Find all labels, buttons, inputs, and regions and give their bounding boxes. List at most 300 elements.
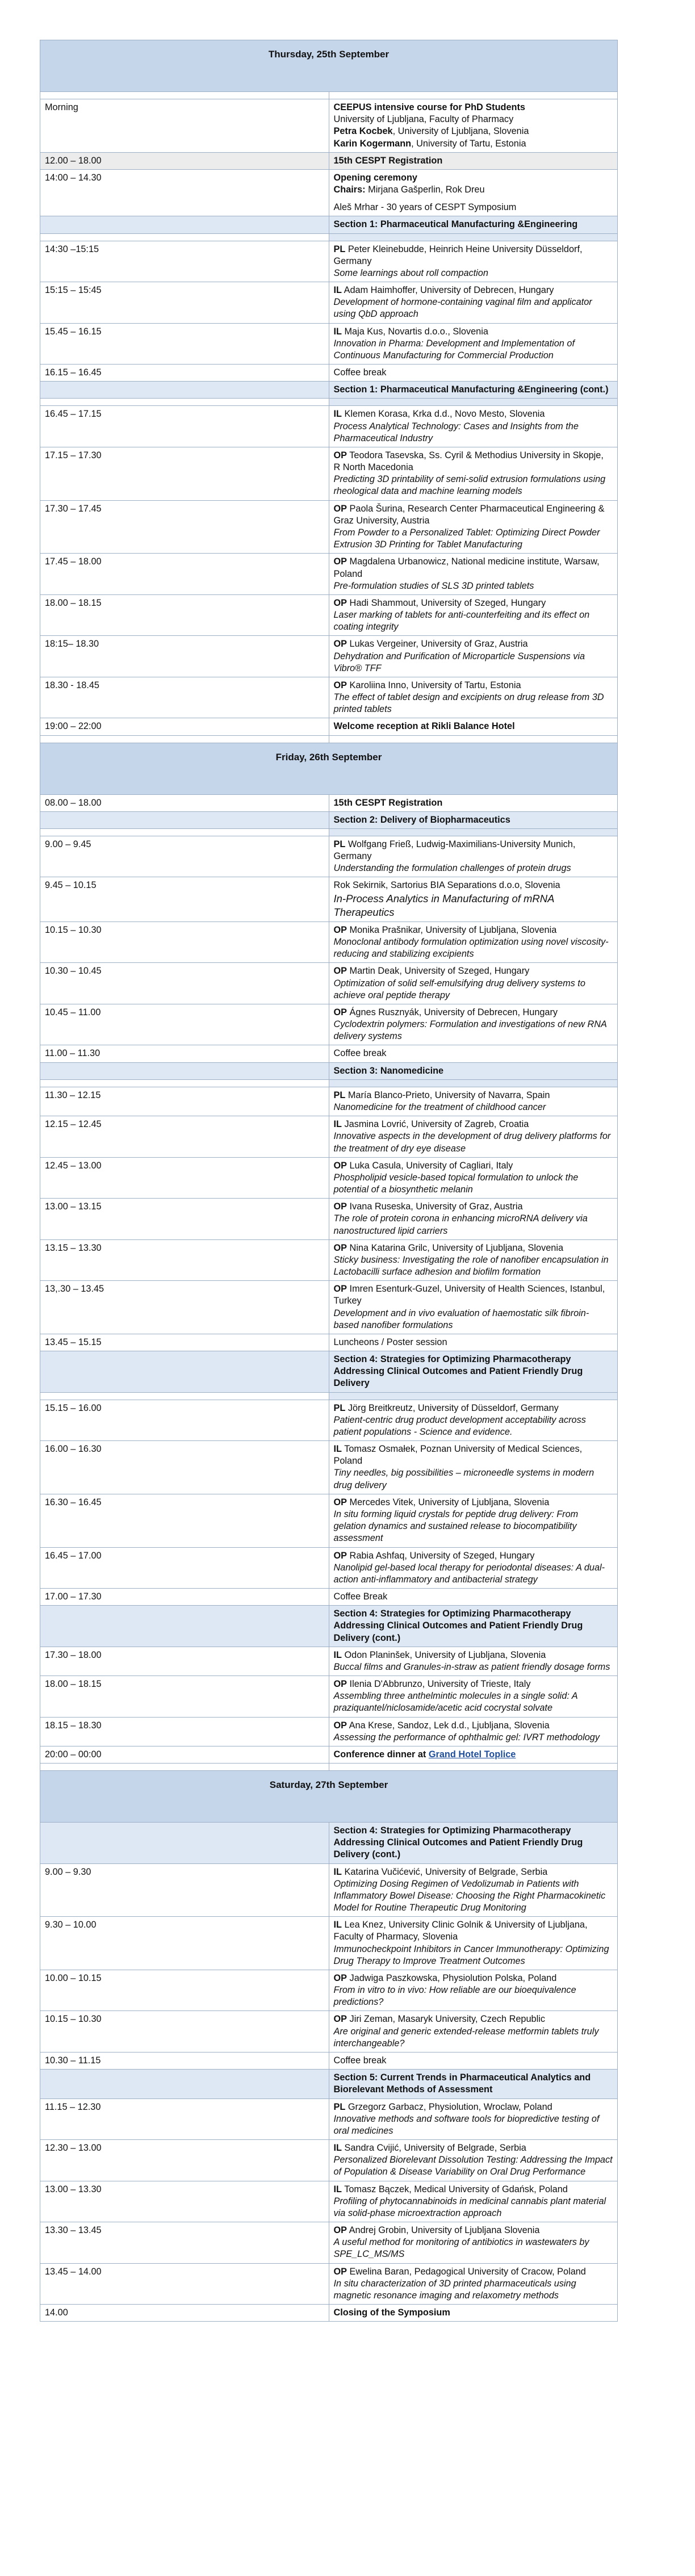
session-time: 14:00 – 14.30 bbox=[40, 169, 329, 216]
content-line bbox=[334, 2101, 613, 2113]
spacer-cell bbox=[329, 399, 618, 406]
content-line bbox=[334, 155, 613, 167]
session-time: 15.45 – 16.15 bbox=[40, 323, 329, 365]
content-line bbox=[334, 2278, 613, 2302]
speaker-info: Coffee break bbox=[333, 2055, 387, 2066]
session-content bbox=[329, 2011, 618, 2053]
session-time: 10.30 – 11.15 bbox=[40, 2053, 329, 2070]
content-line bbox=[334, 1019, 613, 1042]
content-line bbox=[334, 1213, 613, 1237]
schedule-row bbox=[40, 1087, 618, 1116]
spacer-row bbox=[40, 233, 618, 241]
speaker-info: Wolfgang Frieß, Ludwig-Maximilians-University Munich, Germany bbox=[333, 839, 576, 862]
session-time: 15.15 – 16.00 bbox=[40, 1400, 329, 1441]
talk-title: In situ forming liquid crystals for peptide drug delivery: From gelation dynamics and sustained release to biocompatibility assessment bbox=[333, 1509, 579, 1544]
content-line bbox=[334, 1130, 613, 1154]
session-content bbox=[329, 718, 618, 735]
schedule-row bbox=[40, 836, 618, 877]
talk-title: Optimization of solid self-emulsifying drug delivery systems to achieve oral peptide therapy bbox=[333, 978, 585, 1000]
talk-title: Predicting 3D printability of semi-solid extrusion formulations using rheological data and machine learning models bbox=[333, 474, 606, 497]
bold-label: OP bbox=[333, 966, 348, 977]
spacer-cell bbox=[40, 1079, 329, 1087]
spacer-cell bbox=[329, 233, 618, 241]
schedule-row bbox=[40, 1199, 618, 1240]
speaker-info: Tomasz Osmałek, Poznan University of Medical Sciences, Poland bbox=[333, 1444, 583, 1467]
schedule-row bbox=[40, 2222, 618, 2264]
bold-label: IL bbox=[333, 326, 342, 337]
speaker-info: Andrej Grobin, University of Ljubljana Slovenia bbox=[347, 2225, 540, 2236]
speaker-info: Aleš Mrhar - 30 years of CESPT Symposium bbox=[333, 202, 517, 213]
bold-label: OP bbox=[333, 1679, 348, 1690]
talk-title: The effect of tablet design and excipients on drug release from 3D printed tablets bbox=[333, 692, 604, 715]
speaker-info: Magdalena Urbanowicz, National medicine institute, Warsaw, Poland bbox=[333, 556, 600, 579]
talk-title: Sticky business: Investigating the role of nanofiber encapsulation in Lactobacilli surface adhesion and biofilm formation bbox=[333, 1254, 609, 1277]
schedule-row bbox=[40, 447, 618, 500]
bold-label: Chairs: bbox=[333, 185, 366, 195]
session-content bbox=[329, 1087, 618, 1116]
session-content bbox=[329, 1334, 618, 1351]
schedule-row bbox=[40, 1157, 618, 1199]
schedule-row bbox=[40, 1970, 618, 2011]
content-line bbox=[334, 797, 613, 809]
spacer-cell bbox=[40, 233, 329, 241]
speaker-info: Rok Sekirnik, Sartorius BIA Separations d.o.o, Slovenia bbox=[333, 880, 560, 891]
content-line bbox=[334, 1550, 613, 1562]
content-line bbox=[334, 2055, 613, 2067]
session-content bbox=[329, 1494, 618, 1547]
talk-title: Immunocheckpoint Inhibitors in Cancer Immunotherapy: Optimizing Drug Therapy to Improve Treatment Outcomes bbox=[333, 1943, 609, 1966]
day-title: Friday, 26th September bbox=[40, 743, 618, 794]
content-line bbox=[334, 692, 613, 715]
session-time: 9.30 – 10.00 bbox=[40, 1917, 329, 1970]
speaker-info: Adam Haimhoffer, University of Debrecen, Hungary bbox=[341, 285, 554, 296]
programme-table bbox=[40, 40, 618, 2322]
content-line bbox=[334, 2142, 613, 2154]
schedule-row bbox=[40, 1717, 618, 1746]
session-content bbox=[329, 877, 618, 922]
content-line bbox=[334, 114, 613, 125]
session-content bbox=[329, 1717, 618, 1746]
session-content bbox=[329, 836, 618, 877]
talk-title: From Powder to a Personalized Tablet: Optimizing Direct Powder Extrusion 3D Printing for Tablet Manufacturing bbox=[333, 527, 600, 550]
speaker-info: Mirjana Gašperlin, Rok Dreu bbox=[365, 185, 485, 195]
schedule-row bbox=[40, 152, 618, 169]
talk-title: Development of hormone-containing vaginal film and applicator using QbD approach bbox=[333, 297, 592, 320]
content-line bbox=[334, 2013, 613, 2025]
schedule-row bbox=[40, 1045, 618, 1062]
session-content bbox=[329, 365, 618, 382]
session-time: 11.15 – 12.30 bbox=[40, 2099, 329, 2140]
session-time: 18.30 - 18.45 bbox=[40, 677, 329, 718]
bold-label: OP bbox=[333, 639, 348, 650]
bold-label: OP bbox=[333, 1201, 348, 1212]
session-time: 9.00 – 9.45 bbox=[40, 836, 329, 877]
bold-label: Petra Kocbek bbox=[333, 126, 393, 137]
section-time-cell bbox=[40, 216, 329, 233]
schedule-row bbox=[40, 1400, 618, 1441]
content-line bbox=[334, 408, 613, 420]
session-content bbox=[329, 406, 618, 447]
session-time: 10.30 – 10.45 bbox=[40, 963, 329, 1004]
venue-link[interactable]: Grand Hotel Toplice bbox=[428, 1749, 516, 1760]
content-line bbox=[334, 284, 613, 296]
content-line bbox=[334, 936, 613, 960]
bold-label: IL bbox=[333, 2184, 342, 2194]
content-line bbox=[334, 267, 613, 279]
session-content bbox=[329, 241, 618, 282]
speaker-info: Odon Planinšek, University of Ljubljana, Slovenia bbox=[341, 1649, 546, 1660]
section-time-cell bbox=[40, 1351, 329, 1393]
session-content bbox=[329, 594, 618, 636]
content-line bbox=[334, 1943, 613, 1967]
content-line bbox=[334, 892, 613, 919]
talk-title: Assembling three anthelmintic molecules in a single solid: A praziquantel/niclosamide/acetic acid cocrystal solvate bbox=[333, 1691, 578, 1714]
content-line bbox=[334, 1443, 613, 1467]
speaker-info: Nina Katarina Grilc, University of Ljubljana, Slovenia bbox=[347, 1242, 564, 1253]
session-time: 13.00 – 13.30 bbox=[40, 2181, 329, 2222]
content-line bbox=[334, 474, 613, 497]
schedule-row bbox=[40, 677, 618, 718]
schedule-row bbox=[40, 365, 618, 382]
session-time: 12.15 – 12.45 bbox=[40, 1116, 329, 1158]
speaker-info: Luka Casula, University of Cagliari, Italy bbox=[347, 1160, 513, 1171]
bold-label: OP bbox=[333, 2266, 348, 2277]
content-line bbox=[334, 1283, 613, 1307]
bold-label: OP bbox=[333, 503, 348, 514]
schedule-row bbox=[40, 241, 618, 282]
speaker-info: Paola Šurina, Research Center Pharmaceutical Engineering & Graz University, Austria bbox=[333, 503, 605, 526]
content-line bbox=[334, 527, 613, 551]
schedule-row bbox=[40, 406, 618, 447]
session-content bbox=[329, 1647, 618, 1676]
content-line bbox=[334, 1509, 613, 1545]
bold-label: OP bbox=[333, 1497, 348, 1507]
spacer-row bbox=[40, 1764, 618, 1771]
session-content bbox=[329, 1441, 618, 1494]
content-line bbox=[334, 1984, 613, 2008]
session-content bbox=[329, 282, 618, 324]
bold-label: IL bbox=[333, 1444, 342, 1455]
session-time: 13.15 – 13.30 bbox=[40, 1239, 329, 1281]
session-time: 13.00 – 13.15 bbox=[40, 1199, 329, 1240]
section-header-row bbox=[40, 1823, 618, 1864]
spacer-cell bbox=[40, 828, 329, 836]
section-title: Section 4: Strategies for Optimizing Pharmacotherapy Addressing Clinical Outcomes and Patient Friendly Drug Delivery bbox=[329, 1351, 618, 1393]
content-line bbox=[334, 580, 613, 592]
bold-label: IL bbox=[333, 1920, 342, 1930]
session-time: 18.15 – 18.30 bbox=[40, 1717, 329, 1746]
bold-label: IL bbox=[333, 2143, 342, 2154]
bold-label: OP bbox=[333, 680, 348, 690]
bold-label: OP bbox=[333, 1242, 348, 1253]
speaker-info: Maja Kus, Novartis d.o.o., Slovenia bbox=[341, 326, 488, 337]
session-time: 13,.30 – 13.45 bbox=[40, 1281, 329, 1334]
content-line bbox=[334, 651, 613, 675]
spacer-cell bbox=[329, 1764, 618, 1771]
session-content bbox=[329, 99, 618, 153]
session-content bbox=[329, 2263, 618, 2305]
content-line bbox=[334, 2196, 613, 2219]
session-content bbox=[329, 1676, 618, 1718]
session-content bbox=[329, 2305, 618, 2322]
speaker-info: Ilenia D'Abbrunzo, University of Trieste, Italy bbox=[347, 1679, 531, 1690]
talk-title: Pre-formulation studies of SLS 3D printed tablets bbox=[333, 580, 534, 591]
session-content bbox=[329, 169, 618, 216]
content-line bbox=[334, 1337, 613, 1348]
content-line bbox=[334, 2225, 613, 2236]
speaker-info: Monika Prašnikar, University of Ljubljana, Slovenia bbox=[347, 924, 557, 935]
content-line bbox=[334, 2184, 613, 2196]
section-header-row bbox=[40, 1351, 618, 1393]
spacer-cell bbox=[40, 1764, 329, 1771]
speaker-info: Jörg Breitkreutz, University of Düsseldorf, Germany bbox=[345, 1402, 559, 1413]
speaker-info: Teodora Tasevska, Ss. Cyril & Methodius University in Skopje, R North Macedonia bbox=[333, 450, 604, 473]
content-line bbox=[334, 597, 613, 609]
speaker-info: Jadwiga Paszkowska, Physiolution Polska, Poland bbox=[347, 1972, 557, 1983]
session-content bbox=[329, 1004, 618, 1045]
content-line bbox=[334, 1749, 613, 1761]
content-line bbox=[334, 1878, 613, 1915]
bold-label: IL bbox=[333, 285, 342, 296]
schedule-row bbox=[40, 1494, 618, 1547]
speaker-info: Ivana Ruseska, University of Graz, Austria bbox=[347, 1201, 523, 1212]
bold-label: PL bbox=[333, 1402, 346, 1413]
section-title: Section 5: Current Trends in Pharmaceutical Analytics and Biorelevant Methods of Assessment bbox=[329, 2070, 618, 2099]
content-line bbox=[334, 421, 613, 445]
content-line bbox=[334, 2266, 613, 2278]
content-line bbox=[334, 1160, 613, 1172]
talk-title: In situ characterization of 3D printed pharmaceuticals using magnetic resonance imaging and relaxometry methods bbox=[333, 2278, 576, 2301]
spacer-row bbox=[40, 828, 618, 836]
session-time: 08.00 – 18.00 bbox=[40, 794, 329, 811]
content-line bbox=[334, 1172, 613, 1196]
bold-label: Opening ceremony bbox=[333, 172, 417, 183]
section-header-row bbox=[40, 1062, 618, 1079]
session-time: 17.00 – 17.30 bbox=[40, 1589, 329, 1606]
session-content bbox=[329, 447, 618, 500]
talk-title: A useful method for monitoring of antibiotics in wastewaters by SPE_LC_MS/MS bbox=[333, 2237, 589, 2260]
content-line bbox=[334, 138, 613, 150]
session-time: 9.45 – 10.15 bbox=[40, 877, 329, 922]
session-content bbox=[329, 1917, 618, 1970]
session-time: 12.45 – 13.00 bbox=[40, 1157, 329, 1199]
schedule-row bbox=[40, 323, 618, 365]
bold-label: OP bbox=[333, 1550, 348, 1561]
spacer-cell bbox=[329, 1079, 618, 1087]
bold-label: Welcome reception at Rikli Balance Hotel bbox=[333, 721, 515, 732]
section-title: Section 3: Nanomedicine bbox=[329, 1062, 618, 1079]
content-line bbox=[334, 1649, 613, 1661]
spacer-cell bbox=[329, 828, 618, 836]
speaker-info: Ewelina Baran, Pedagogical University of Cracow, Poland bbox=[347, 2266, 586, 2277]
session-content bbox=[329, 636, 618, 677]
content-line bbox=[334, 1562, 613, 1586]
speaker-info: Karoliina Inno, University of Tartu, Estonia bbox=[347, 680, 521, 690]
bold-label: 15th CESPT Registration bbox=[333, 155, 443, 166]
content-line bbox=[334, 1254, 613, 1278]
session-content bbox=[329, 677, 618, 718]
bold-label: IL bbox=[333, 409, 342, 420]
schedule-row bbox=[40, 99, 618, 153]
speaker-info: Lukas Vergeiner, University of Graz, Austria bbox=[347, 639, 528, 650]
session-time: 14.00 bbox=[40, 2305, 329, 2322]
session-time: 18.00 – 18.15 bbox=[40, 1676, 329, 1718]
section-header-row bbox=[40, 216, 618, 233]
session-time: 9.00 – 9.30 bbox=[40, 1863, 329, 1917]
section-header-row bbox=[40, 811, 618, 828]
content-line bbox=[334, 196, 613, 202]
talk-title: Innovative aspects in the development of drug delivery platforms for the treatment of dry eye disease bbox=[333, 1131, 611, 1154]
session-content bbox=[329, 1400, 618, 1441]
session-time: 19:00 – 22:00 bbox=[40, 718, 329, 735]
schedule-row bbox=[40, 922, 618, 963]
section-header-row bbox=[40, 382, 618, 399]
content-line bbox=[334, 503, 613, 527]
schedule-row bbox=[40, 1917, 618, 1970]
talk-title: Innovation in Pharma: Development and Implementation of Continuous Manufacturing for Commercial Production bbox=[333, 338, 575, 361]
content-line bbox=[334, 1308, 613, 1331]
talk-title: Profiling of phytocannabinoids in medicinal cannabis plant material via solid-phase microextraction approach bbox=[333, 2196, 606, 2218]
day-header-row bbox=[40, 40, 618, 92]
speaker-info: Jasmina Lovrić, University of Zagreb, Croatia bbox=[341, 1119, 529, 1130]
bold-label: OP bbox=[333, 924, 348, 935]
session-content bbox=[329, 922, 618, 963]
bold-label: OP bbox=[333, 1284, 348, 1295]
session-time: 14:30 –15:15 bbox=[40, 241, 329, 282]
session-content bbox=[329, 2181, 618, 2222]
session-time: 18:15– 18.30 bbox=[40, 636, 329, 677]
content-line bbox=[334, 450, 613, 474]
content-line bbox=[334, 2154, 613, 2178]
content-line bbox=[334, 862, 613, 874]
schedule-row bbox=[40, 1239, 618, 1281]
session-content bbox=[329, 2222, 618, 2264]
talk-title: The role of protein corona in enhancing microRNA delivery via nanostructured lipid carriers bbox=[333, 1213, 588, 1236]
talk-title: Assessing the performance of ophthalmic gel: IVRT methodology bbox=[333, 1732, 600, 1743]
content-line bbox=[334, 721, 613, 732]
speaker-info: Hadi Shammout, University of Szeged, Hungary bbox=[347, 597, 546, 608]
section-time-cell bbox=[40, 382, 329, 399]
session-content bbox=[329, 1863, 618, 1917]
content-line bbox=[334, 102, 613, 114]
session-time: 16.45 – 17.15 bbox=[40, 406, 329, 447]
content-line bbox=[334, 1919, 613, 1943]
content-line bbox=[334, 839, 613, 862]
content-line bbox=[334, 244, 613, 267]
session-time: 18.00 – 18.15 bbox=[40, 594, 329, 636]
bold-label: OP bbox=[333, 2014, 348, 2025]
session-time: 10.15 – 10.30 bbox=[40, 2011, 329, 2053]
talk-title: Innovative methods and software tools for biopredictive testing of oral medicines bbox=[333, 2113, 600, 2136]
schedule-row bbox=[40, 794, 618, 811]
day-title: Thursday, 25th September bbox=[40, 40, 618, 92]
session-time: 11.30 – 12.15 bbox=[40, 1087, 329, 1116]
spacer-row bbox=[40, 1079, 618, 1087]
session-time: 13.30 – 13.45 bbox=[40, 2222, 329, 2264]
session-time: 11.00 – 11.30 bbox=[40, 1045, 329, 1062]
content-line bbox=[334, 1467, 613, 1491]
schedule-row bbox=[40, 1004, 618, 1045]
spacer-cell bbox=[329, 92, 618, 99]
session-time: 13.45 – 14.00 bbox=[40, 2263, 329, 2305]
session-time: 10.00 – 10.15 bbox=[40, 1970, 329, 2011]
content-line bbox=[334, 1201, 613, 1213]
spacer-row bbox=[40, 1392, 618, 1400]
schedule-row bbox=[40, 877, 618, 922]
spacer-cell bbox=[40, 399, 329, 406]
schedule-row bbox=[40, 2099, 618, 2140]
schedule-row bbox=[40, 2011, 618, 2053]
bold-label: CEEPUS intensive course for PhD Students bbox=[333, 102, 525, 112]
bold-label: OP bbox=[333, 450, 348, 460]
session-content bbox=[329, 1157, 618, 1199]
session-time: 17.30 – 17.45 bbox=[40, 500, 329, 554]
talk-title: Patient-centric drug product development acceptability across patient populations - Science and evidence. bbox=[333, 1414, 586, 1437]
session-time: 10.45 – 11.00 bbox=[40, 1004, 329, 1045]
section-title: Section 2: Delivery of Biopharmaceutics bbox=[329, 811, 618, 828]
bold-label: PL bbox=[333, 839, 346, 849]
schedule-row bbox=[40, 636, 618, 677]
schedule-row bbox=[40, 1441, 618, 1494]
content-line bbox=[334, 338, 613, 362]
section-title: Section 4: Strategies for Optimizing Pharmacotherapy Addressing Clinical Outcomes and Patient Friendly Drug Delivery (cont.) bbox=[329, 1606, 618, 1647]
session-time: 10.15 – 10.30 bbox=[40, 922, 329, 963]
session-content bbox=[329, 2099, 618, 2140]
speaker-info: Mercedes Vitek, University of Ljubljana, Slovenia bbox=[347, 1497, 550, 1507]
bold-label: IL bbox=[333, 1119, 342, 1130]
schedule-row bbox=[40, 2053, 618, 2070]
spacer-row bbox=[40, 92, 618, 99]
speaker-info: Martin Deak, University of Szeged, Hungary bbox=[347, 966, 530, 977]
content-line bbox=[334, 556, 613, 580]
talk-title: Buccal films and Granules-in-straw as patient friendly dosage forms bbox=[333, 1661, 610, 1672]
talk-title: Tiny needles, big possibilities – microneedle systems in modern drug delivery bbox=[333, 1468, 594, 1490]
session-content bbox=[329, 1589, 618, 1606]
content-line bbox=[334, 1090, 613, 1101]
content-line bbox=[334, 879, 613, 891]
day-header-row bbox=[40, 1771, 618, 1823]
schedule-row bbox=[40, 1589, 618, 1606]
session-time: 13.45 – 15.15 bbox=[40, 1334, 329, 1351]
schedule-row bbox=[40, 594, 618, 636]
session-content bbox=[329, 963, 618, 1004]
spacer-row bbox=[40, 399, 618, 406]
spacer-cell bbox=[40, 735, 329, 743]
spacer-cell bbox=[40, 92, 329, 99]
session-content bbox=[329, 500, 618, 554]
schedule-row bbox=[40, 1676, 618, 1718]
talk-title: Monoclonal antibody formulation optimization using novel viscosity-reducing and stabilizing excipients bbox=[333, 937, 609, 960]
content-line bbox=[334, 202, 613, 213]
speaker-info: University of Ljubljana, Faculty of Pharmacy bbox=[333, 114, 514, 125]
schedule-row bbox=[40, 1116, 618, 1158]
talk-title: Are original and generic extended-release metformin tablets truly interchangeable? bbox=[333, 2026, 599, 2049]
day-title: Saturday, 27th September bbox=[40, 1771, 618, 1823]
content-line bbox=[334, 184, 613, 196]
session-content bbox=[329, 1199, 618, 1240]
content-line bbox=[334, 1591, 613, 1603]
talk-title: Phospholipid vesicle-based topical formulation to unlock the potential of a biosynthetic melanin bbox=[333, 1172, 579, 1195]
content-line bbox=[334, 2307, 613, 2319]
section-header-row bbox=[40, 2070, 618, 2099]
session-content bbox=[329, 554, 618, 595]
section-title: Section 1: Pharmaceutical Manufacturing &Engineering bbox=[329, 216, 618, 233]
section-time-cell bbox=[40, 1606, 329, 1647]
content-line bbox=[334, 1972, 613, 1984]
content-line bbox=[334, 125, 613, 137]
section-time-cell bbox=[40, 1823, 329, 1864]
speaker-info: Luncheons / Poster session bbox=[333, 1337, 447, 1347]
